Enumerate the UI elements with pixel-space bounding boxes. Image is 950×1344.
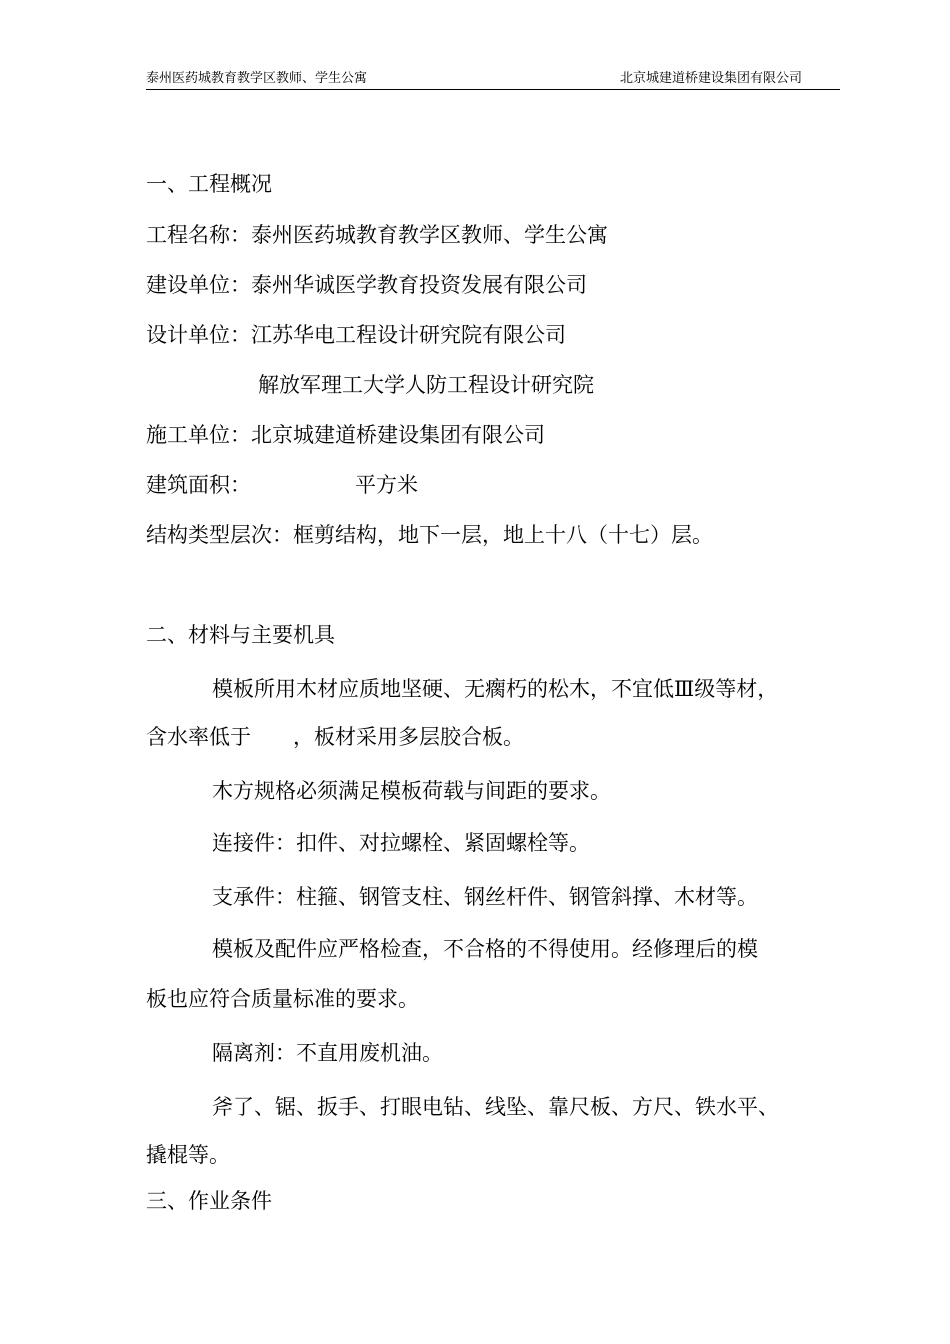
tools-paragraph-line-2: 撬棍等。 xyxy=(146,1143,230,1167)
area-unit: 平方米 xyxy=(355,473,418,497)
section-1-title: 一、工程概况 xyxy=(146,172,272,196)
area-line xyxy=(146,471,418,499)
owner-line: 建设单位：泰州华诚医学教育投资发展有限公司 xyxy=(146,273,587,297)
contractor-line: 施工单位：北京城建道桥建设集团有限公司 xyxy=(146,423,545,447)
supports-paragraph: 支承件：柱箍、钢管支柱、钢丝杆件、钢管斜撑、木材等。 xyxy=(212,885,758,909)
header-left-text: 泰州医药城教育教学区教师、学生公寓 xyxy=(146,71,368,86)
project-name-line: 工程名称：泰州医药城教育教学区教师、学生公寓 xyxy=(146,223,608,247)
designer-line-1: 设计单位：江苏华电工程设计研究院有限公司 xyxy=(146,323,566,347)
header-rule xyxy=(146,89,840,90)
tools-paragraph-line-1: 斧了、锯、扳手、打眼电钻、线坠、靠尺板、方尺、铁水平、 xyxy=(212,1095,779,1119)
section-3-title: 三、作业条件 xyxy=(146,1189,272,1213)
designer-line-2: 解放军理工大学人防工程设计研究院 xyxy=(258,373,594,397)
inspection-paragraph-line-2: 板也应符合质量标准的要求。 xyxy=(146,987,419,1011)
header-right-text: 北京城建道桥建设集团有限公司 xyxy=(620,71,803,86)
area-label: 建筑面积： xyxy=(146,473,251,497)
connectors-paragraph: 连接件：扣件、对拉螺栓、紧固螺栓等。 xyxy=(212,831,590,855)
structure-line: 结构类型层次：框剪结构，地下一层，地上十八（十七）层。 xyxy=(146,523,713,547)
moisture-label: 含水率低于 xyxy=(146,725,251,749)
section-2-title: 二、材料与主要机具 xyxy=(146,623,335,647)
timber-spec-paragraph: 木方规格必须满足模板荷载与间距的要求。 xyxy=(212,779,611,803)
wood-paragraph-line-2 xyxy=(146,723,524,751)
release-agent-paragraph: 隔离剂：不直用废机油。 xyxy=(212,1041,443,1065)
plywood-text: ，板材采用多层胶合板。 xyxy=(293,725,524,749)
wood-paragraph-line-1: 模板所用木材应质地坚硬、无瘸朽的松木，不宜低Ⅲ级等材， xyxy=(212,677,779,701)
inspection-paragraph-line-1: 模板及配件应严格检查，不合格的不得使用。经修理后的模 xyxy=(212,937,758,961)
